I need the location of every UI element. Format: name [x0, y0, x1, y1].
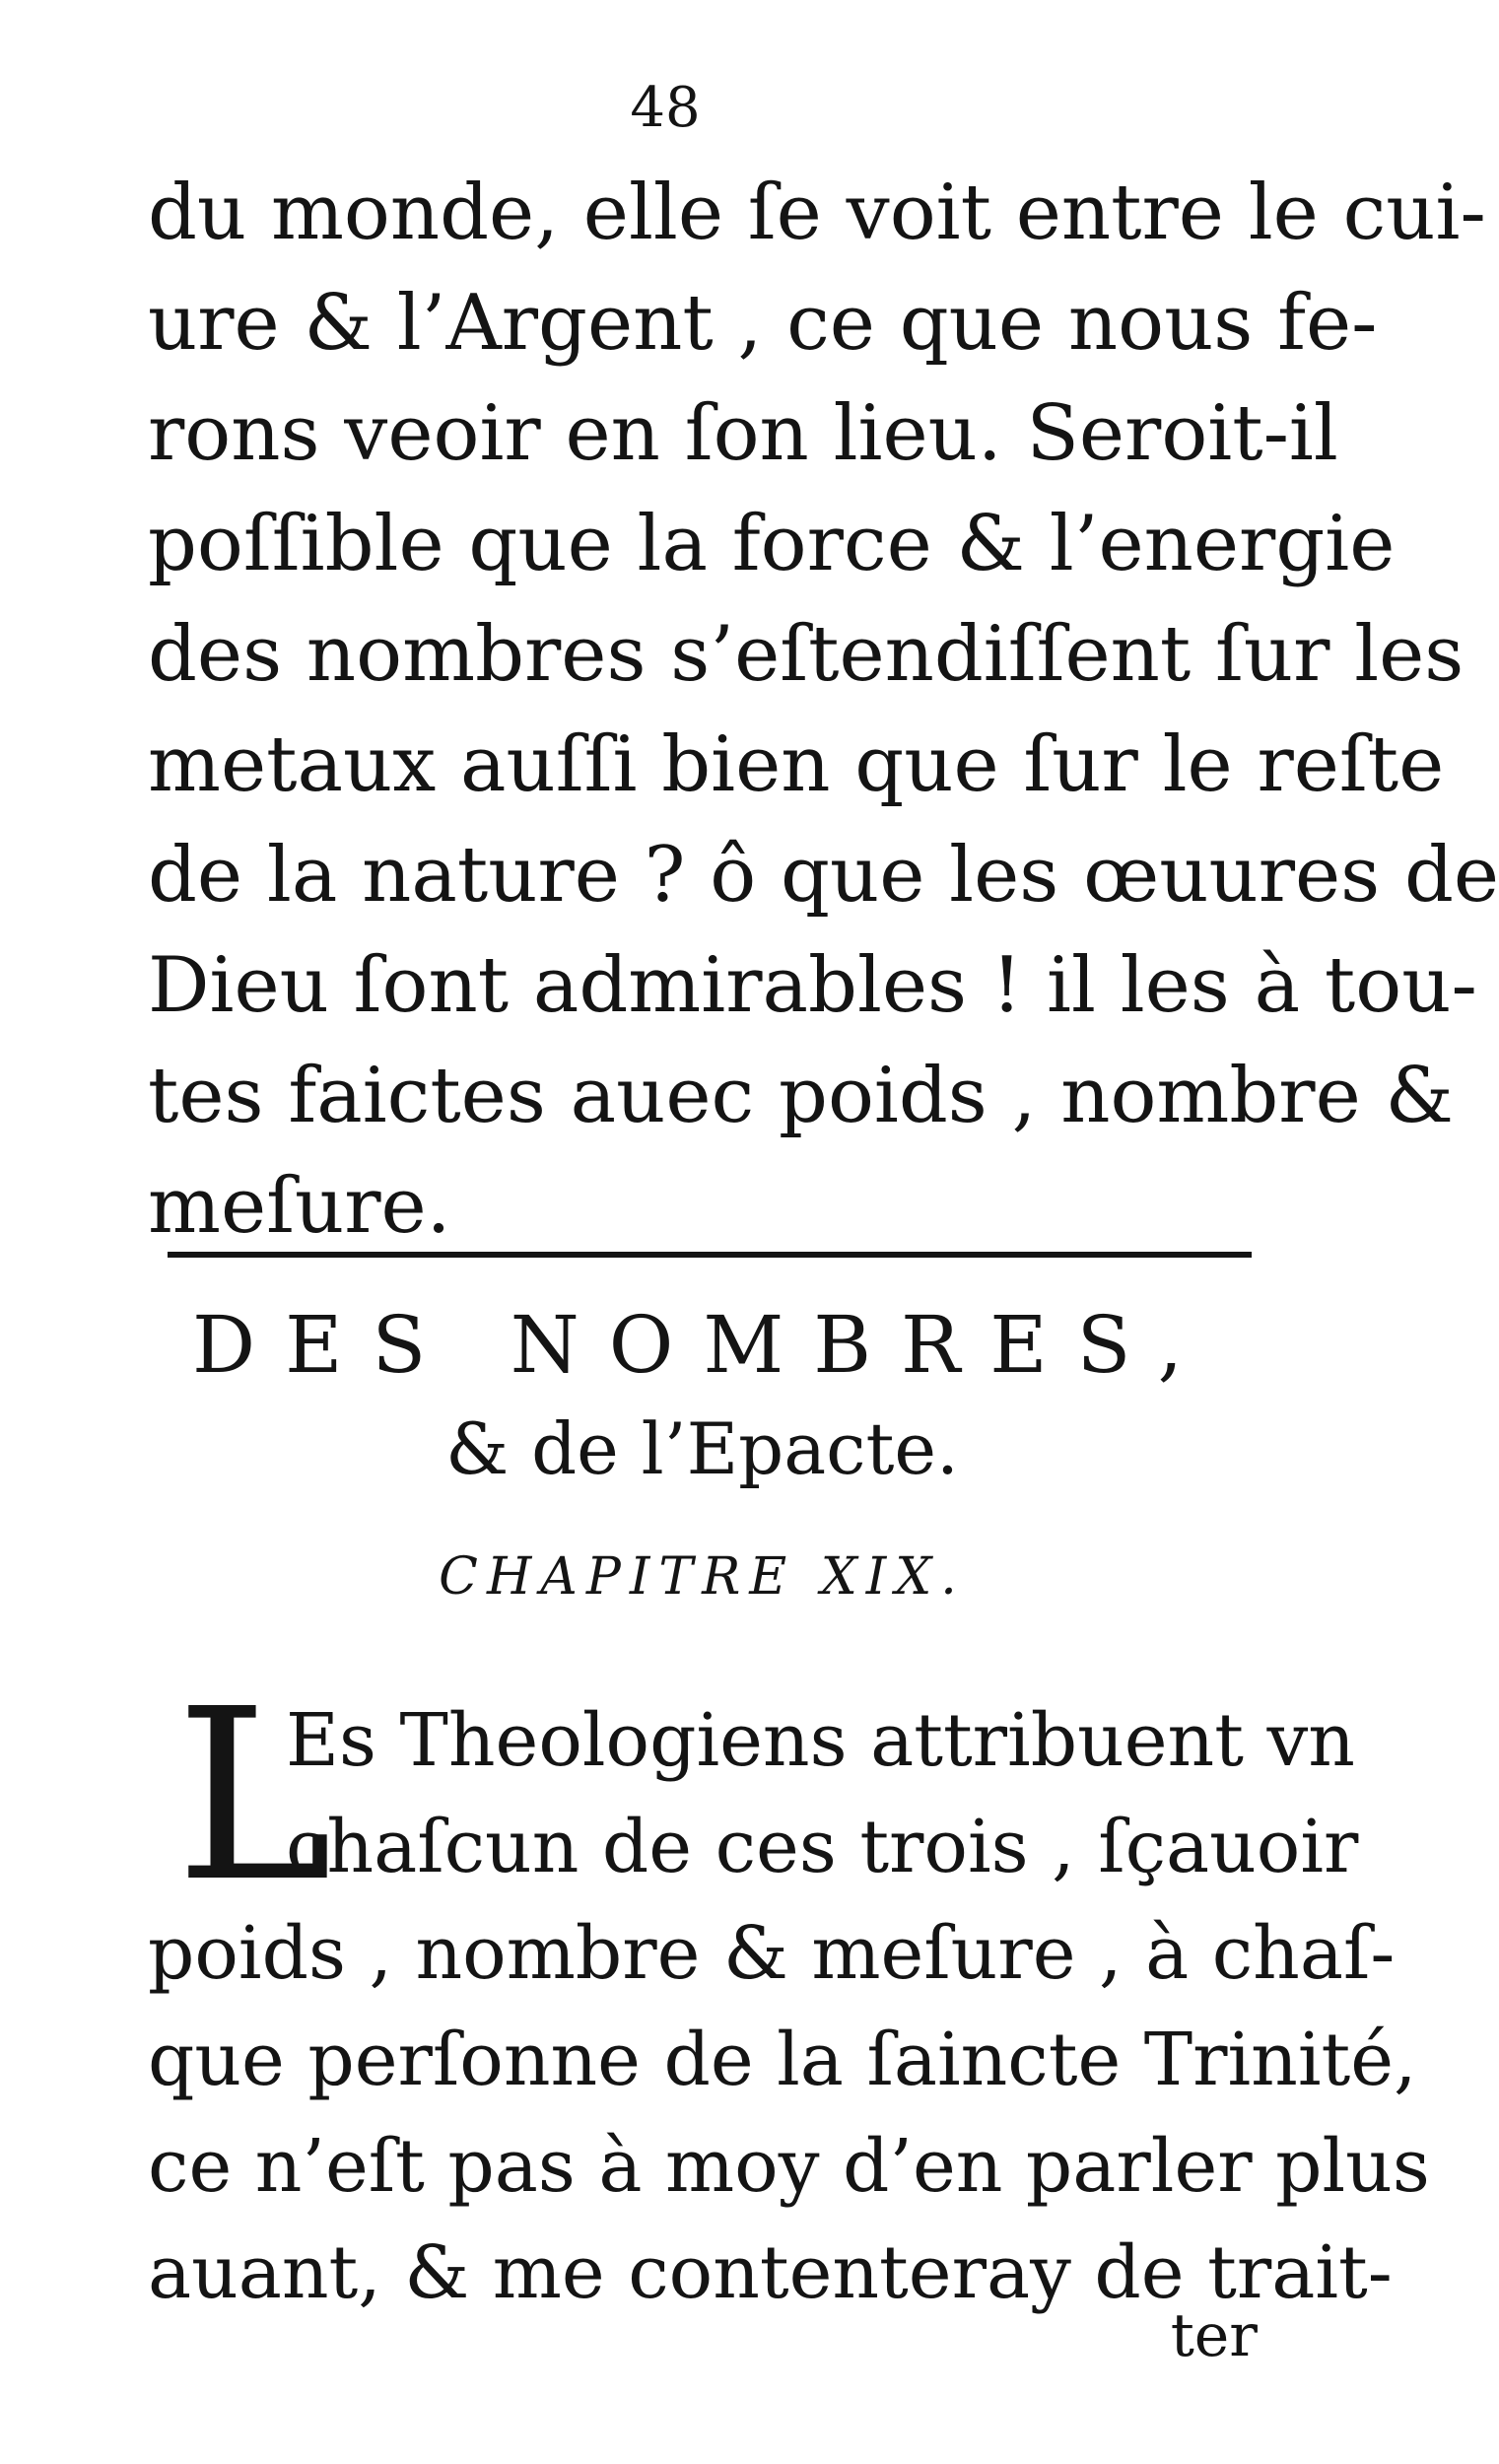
section-rule: [168, 1252, 1252, 1258]
text-line: rons veoir en ſon lieu. Seroit-il: [148, 389, 1338, 478]
chapter-label: CHAPITRE XIX.: [439, 1547, 966, 1607]
text-line: ure & l’Argent , ce que nous fe-: [148, 279, 1378, 368]
chapter-heading: DES NOMBRES,: [191, 1299, 1213, 1391]
paragraph: [148, 158, 1499, 1262]
text-line: Dieu ſont admirables ! il les à tou-: [148, 941, 1477, 1030]
text-line: du monde, elle ſe voit entre le cui-: [148, 169, 1486, 257]
text-line: meſure.: [148, 1162, 451, 1251]
chapter-subheading: & de l’Epacte.: [445, 1407, 959, 1490]
text-line: chaſcun de ces trois , ſçauoir: [286, 1805, 1359, 1889]
catchword: ter: [1170, 2301, 1258, 2370]
chapter-paragraph: [148, 1658, 1430, 2326]
text-line: auant, & me contenteray de trait-: [148, 2230, 1393, 2315]
text-line: tes faictes auec poids , nombre &: [148, 1052, 1454, 1140]
text-line: metaux auſſi bien que ſur le reſte: [148, 720, 1445, 809]
text-line: ce n’eſt pas à moy d’en parler plus: [148, 2124, 1430, 2209]
text-line: de la nature ? ô que les œuures de: [148, 831, 1499, 920]
text-line: Es Theologiens attribuent vn: [286, 1698, 1355, 1783]
page-number: 48: [630, 76, 701, 140]
drop-cap: L: [175, 1658, 333, 1934]
text-line: poſſible que la force & l’energie: [148, 500, 1396, 588]
text-line: poids , nombre & meſure , à chaſ-: [148, 1911, 1396, 1996]
text-line: des nombres s’eſtendiſſent ſur les: [148, 610, 1465, 699]
text-line: que perſonne de la ſaincte Trinité,: [148, 2018, 1417, 2102]
